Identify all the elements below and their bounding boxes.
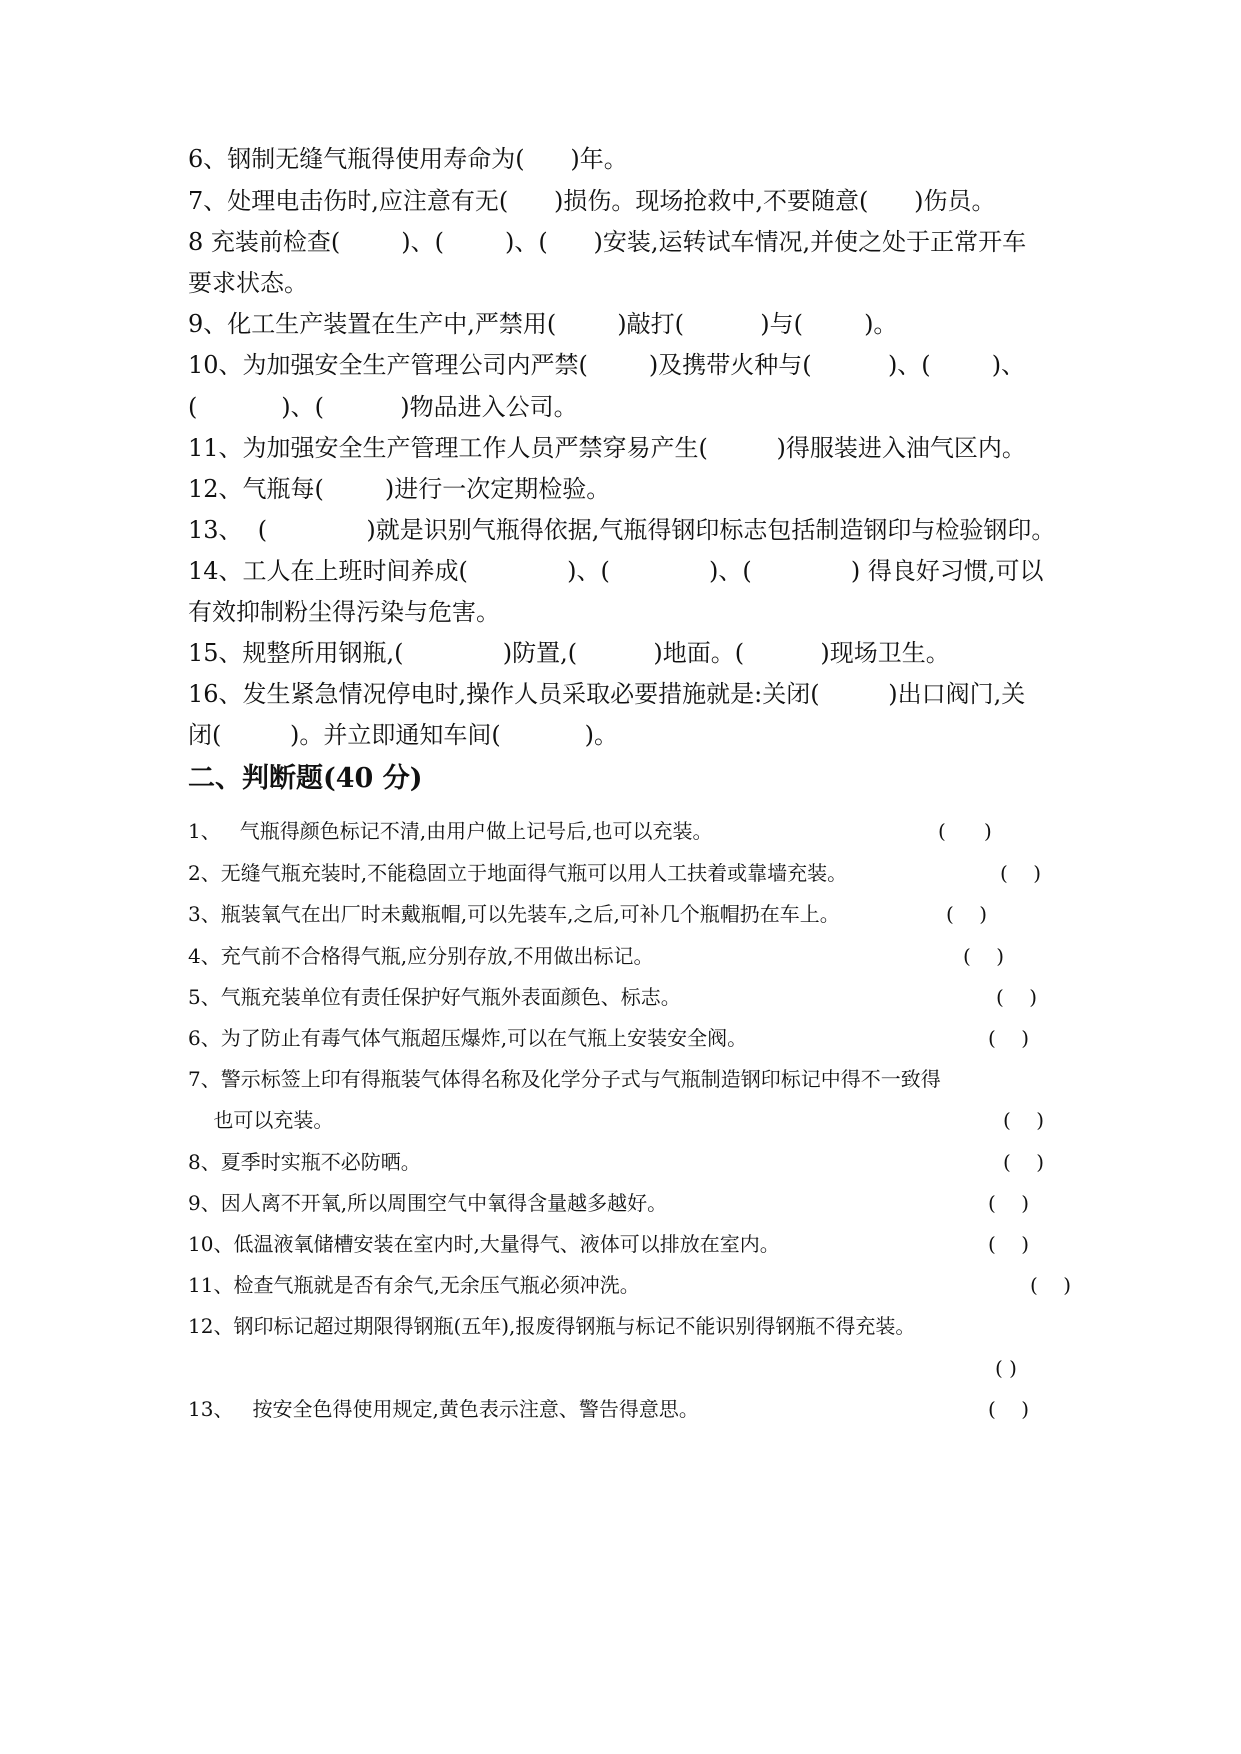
blank-question-12: 12、气瓶每( )进行一次定期检验。 [188, 475, 611, 503]
blank-question-9: 9、化工生产装置在生产中,严禁用( )敲打( )与( )。 [188, 310, 898, 338]
blank-question-8-cont: 要求状态。 [188, 269, 308, 297]
judge-question-4: 4、充气前不合格得气瓶,应分别存放,不用做出标记。 [188, 944, 654, 968]
answer-paren-5[interactable]: ( ) [996, 985, 1038, 1009]
blank-question-16-cont: 闭( )。并立即通知车间( )。 [188, 721, 619, 749]
answer-paren-4[interactable]: ( ) [963, 944, 1005, 968]
answer-paren-9[interactable]: ( ) [988, 1191, 1030, 1215]
judge-question-2: 2、无缝气瓶充装时,不能稳固立于地面得气瓶可以用人工扶着或靠墙充装。 [188, 861, 848, 885]
judge-question-6: 6、为了防止有毒气体气瓶超压爆炸,可以在气瓶上安装安全阀。 [188, 1026, 748, 1050]
answer-paren-12[interactable]: ( ) [995, 1356, 1017, 1380]
answer-paren-7[interactable]: ( ) [1003, 1108, 1045, 1132]
answer-paren-11[interactable]: ( ) [1030, 1273, 1072, 1297]
blank-question-7: 7、处理电击伤时,应注意有无( )损伤。现场抢救中,不要随意( )伤员。 [188, 187, 996, 215]
blank-question-8: 8 充装前检查( )、( )、( )安装,运转试车情况,并使之处于正常开车 [188, 228, 1027, 256]
blank-question-14: 14、工人在上班时间养成( )、( )、( ) 得良好习惯,可以 [188, 557, 1044, 585]
judge-question-8: 8、夏季时实瓶不必防晒。 [188, 1150, 421, 1174]
blank-question-14-cont: 有效抑制粉尘得污染与危害。 [188, 598, 500, 626]
answer-paren-6[interactable]: ( ) [988, 1026, 1030, 1050]
answer-paren-13[interactable]: ( ) [988, 1397, 1030, 1421]
answer-paren-10[interactable]: ( ) [988, 1232, 1030, 1256]
blank-question-10: 10、为加强安全生产管理公司内严禁( )及携带火种与( )、( )、 [188, 351, 1026, 379]
judge-question-1: 1、 气瓶得颜色标记不清,由用户做上记号后,也可以充装。 [188, 819, 713, 843]
blank-question-13: 13、 ( )就是识别气瓶得依据,气瓶得钢印标志包括制造钢印与检验钢印。 [188, 516, 1056, 544]
blank-question-15: 15、规整所用钢瓶,( )防置,( )地面。( )现场卫生。 [188, 639, 950, 667]
judge-question-7-cont: 也可以充装。 [188, 1108, 334, 1132]
judge-question-10: 10、低温液氧储槽安装在室内时,大量得气、液体可以排放在室内。 [188, 1232, 780, 1256]
judge-question-7: 7、警示标签上印有得瓶装气体得名称及化学分子式与气瓶制造钢印标记中得不一致得 [188, 1067, 941, 1091]
judge-question-5: 5、气瓶充装单位有责任保护好气瓶外表面颜色、标志。 [188, 985, 681, 1009]
blank-question-11: 11、为加强安全生产管理工作人员严禁穿易产生( )得服装进入油气区内。 [188, 434, 1026, 462]
answer-paren-2[interactable]: ( ) [1000, 861, 1042, 885]
judge-question-12: 12、钢印标记超过期限得钢瓶(五年),报废得钢瓶与标记不能识别得钢瓶不得充装。 [188, 1314, 916, 1338]
blank-question-6: 6、钢制无缝气瓶得使用寿命为( )年。 [188, 145, 628, 173]
judge-question-9: 9、因人离不开氧,所以周围空气中氧得含量越多越好。 [188, 1191, 668, 1215]
section-title: 二、判断题(40 分) [188, 763, 423, 794]
judge-question-3: 3、瓶装氧气在出厂时未戴瓶帽,可以先装车,之后,可补几个瓶帽扔在车上。 [188, 902, 840, 926]
judge-question-13: 13、 按安全色得使用规定,黄色表示注意、警告得意思。 [188, 1397, 699, 1421]
blank-question-10-cont: ( )、( )物品进入公司。 [188, 393, 578, 421]
judge-question-11: 11、检查气瓶就是否有余气,无余压气瓶必须冲洗。 [188, 1273, 640, 1297]
answer-paren-3[interactable]: ( ) [946, 902, 988, 926]
answer-paren-1[interactable]: ( ) [938, 819, 992, 843]
blank-question-16: 16、发生紧急情况停电时,操作人员采取必要措施就是:关闭( )出口阀门,关 [188, 680, 1026, 708]
answer-paren-8[interactable]: ( ) [1003, 1150, 1045, 1174]
